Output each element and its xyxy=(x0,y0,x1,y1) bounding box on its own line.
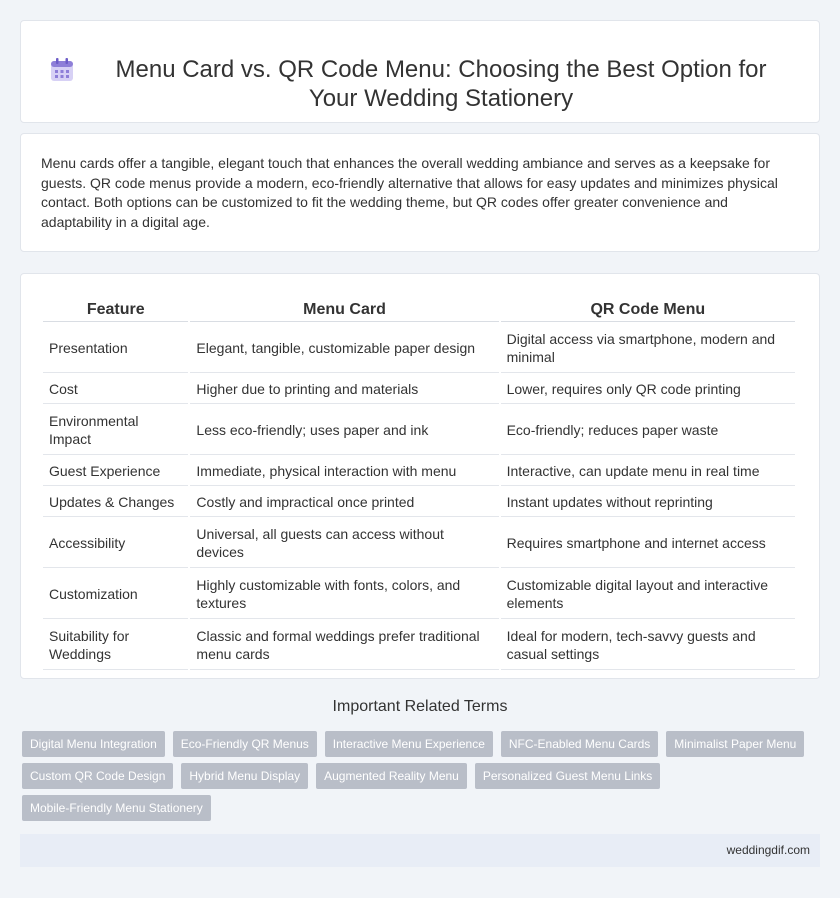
title-wrap xyxy=(40,31,800,113)
tag-augmented-reality-menu[interactable]: Augmented Reality Menu xyxy=(316,763,467,789)
feature-cell: Accessibility xyxy=(43,519,188,568)
table-row xyxy=(43,324,795,373)
tag-interactive-menu-experience[interactable]: Interactive Menu Experience xyxy=(325,731,493,757)
feature-cell: Updates & Changes xyxy=(43,488,188,517)
menu-card-cell: Less eco-friendly; uses paper and ink xyxy=(190,406,498,455)
header-qr-code-menu: QR Code Menu xyxy=(501,296,795,322)
tag-personalized-guest-menu-links[interactable]: Personalized Guest Menu Links xyxy=(475,763,660,789)
header-feature: Feature xyxy=(43,296,188,322)
table-header-row xyxy=(43,296,795,322)
tag-minimalist-paper-menu[interactable]: Minimalist Paper Menu xyxy=(666,731,804,757)
intro-card xyxy=(20,133,820,252)
comparison-card xyxy=(20,273,820,679)
feature-cell: Suitability for Weddings xyxy=(43,621,188,670)
qr-menu-cell: Lower, requires only QR code printing xyxy=(501,375,795,404)
table-row xyxy=(43,519,795,568)
qr-menu-cell: Ideal for modern, tech-savvy guests and casual settings xyxy=(501,621,795,670)
menu-card-cell: Costly and impractical once printed xyxy=(190,488,498,517)
menu-card-cell: Universal, all guests can access without devices xyxy=(190,519,498,568)
header-card xyxy=(20,20,820,123)
menu-card-cell: Classic and formal weddings prefer traditional menu cards xyxy=(190,621,498,670)
feature-cell: Guest Experience xyxy=(43,457,188,486)
feature-cell: Environmental Impact xyxy=(43,406,188,455)
page-title: Menu Card vs. QR Code Menu: Choosing the Best Option for Your Wedding Stationery xyxy=(115,55,767,112)
qr-menu-cell: Requires smartphone and internet access xyxy=(501,519,795,568)
menu-card-cell: Immediate, physical interaction with menu xyxy=(190,457,498,486)
tag-eco-friendly-qr-menus[interactable]: Eco-Friendly QR Menus xyxy=(173,731,317,757)
feature-cell: Customization xyxy=(43,570,188,619)
tag-digital-menu-integration[interactable]: Digital Menu Integration xyxy=(22,731,165,757)
comparison-table xyxy=(41,294,797,672)
menu-card-cell: Higher due to printing and materials xyxy=(190,375,498,404)
footer xyxy=(20,834,820,867)
intro-text: Menu cards offer a tangible, elegant touch that enhances the overall wedding ambiance and serves as a keepsake for guests. QR code menus provide a modern, eco-friendly alternative that allows for easy updates and minimizes physical contact. Both options can be customized to fit the wedding theme, but QR codes offer greater convenience and adaptability in a digital age. xyxy=(41,155,778,230)
calendar-icon xyxy=(49,57,75,83)
related-terms-tags xyxy=(22,731,822,827)
related-terms-title: Important Related Terms xyxy=(332,698,508,715)
qr-menu-cell: Digital access via smartphone, modern and minimal xyxy=(501,324,795,373)
qr-menu-cell: Eco-friendly; reduces paper waste xyxy=(501,406,795,455)
tag-nfc-enabled-menu-cards[interactable]: NFC-Enabled Menu Cards xyxy=(501,731,658,757)
table-row xyxy=(43,570,795,619)
tag-hybrid-menu-display[interactable]: Hybrid Menu Display xyxy=(181,763,308,789)
footer-site[interactable]: weddingdif.com xyxy=(726,843,810,857)
tag-custom-qr-code-design[interactable]: Custom QR Code Design xyxy=(22,763,173,789)
table-row xyxy=(43,406,795,455)
table-row xyxy=(43,457,795,486)
menu-card-cell: Elegant, tangible, customizable paper design xyxy=(190,324,498,373)
table-row xyxy=(43,488,795,517)
table-row xyxy=(43,375,795,404)
feature-cell: Cost xyxy=(43,375,188,404)
header-menu-card: Menu Card xyxy=(190,296,498,322)
qr-menu-cell: Instant updates without reprinting xyxy=(501,488,795,517)
tag-mobile-friendly-menu-stationery[interactable]: Mobile-Friendly Menu Stationery xyxy=(22,795,211,821)
feature-cell: Presentation xyxy=(43,324,188,373)
qr-menu-cell: Customizable digital layout and interactive elements xyxy=(501,570,795,619)
table-row xyxy=(43,621,795,670)
menu-card-cell: Highly customizable with fonts, colors, and textures xyxy=(190,570,498,619)
qr-menu-cell: Interactive, can update menu in real time xyxy=(501,457,795,486)
